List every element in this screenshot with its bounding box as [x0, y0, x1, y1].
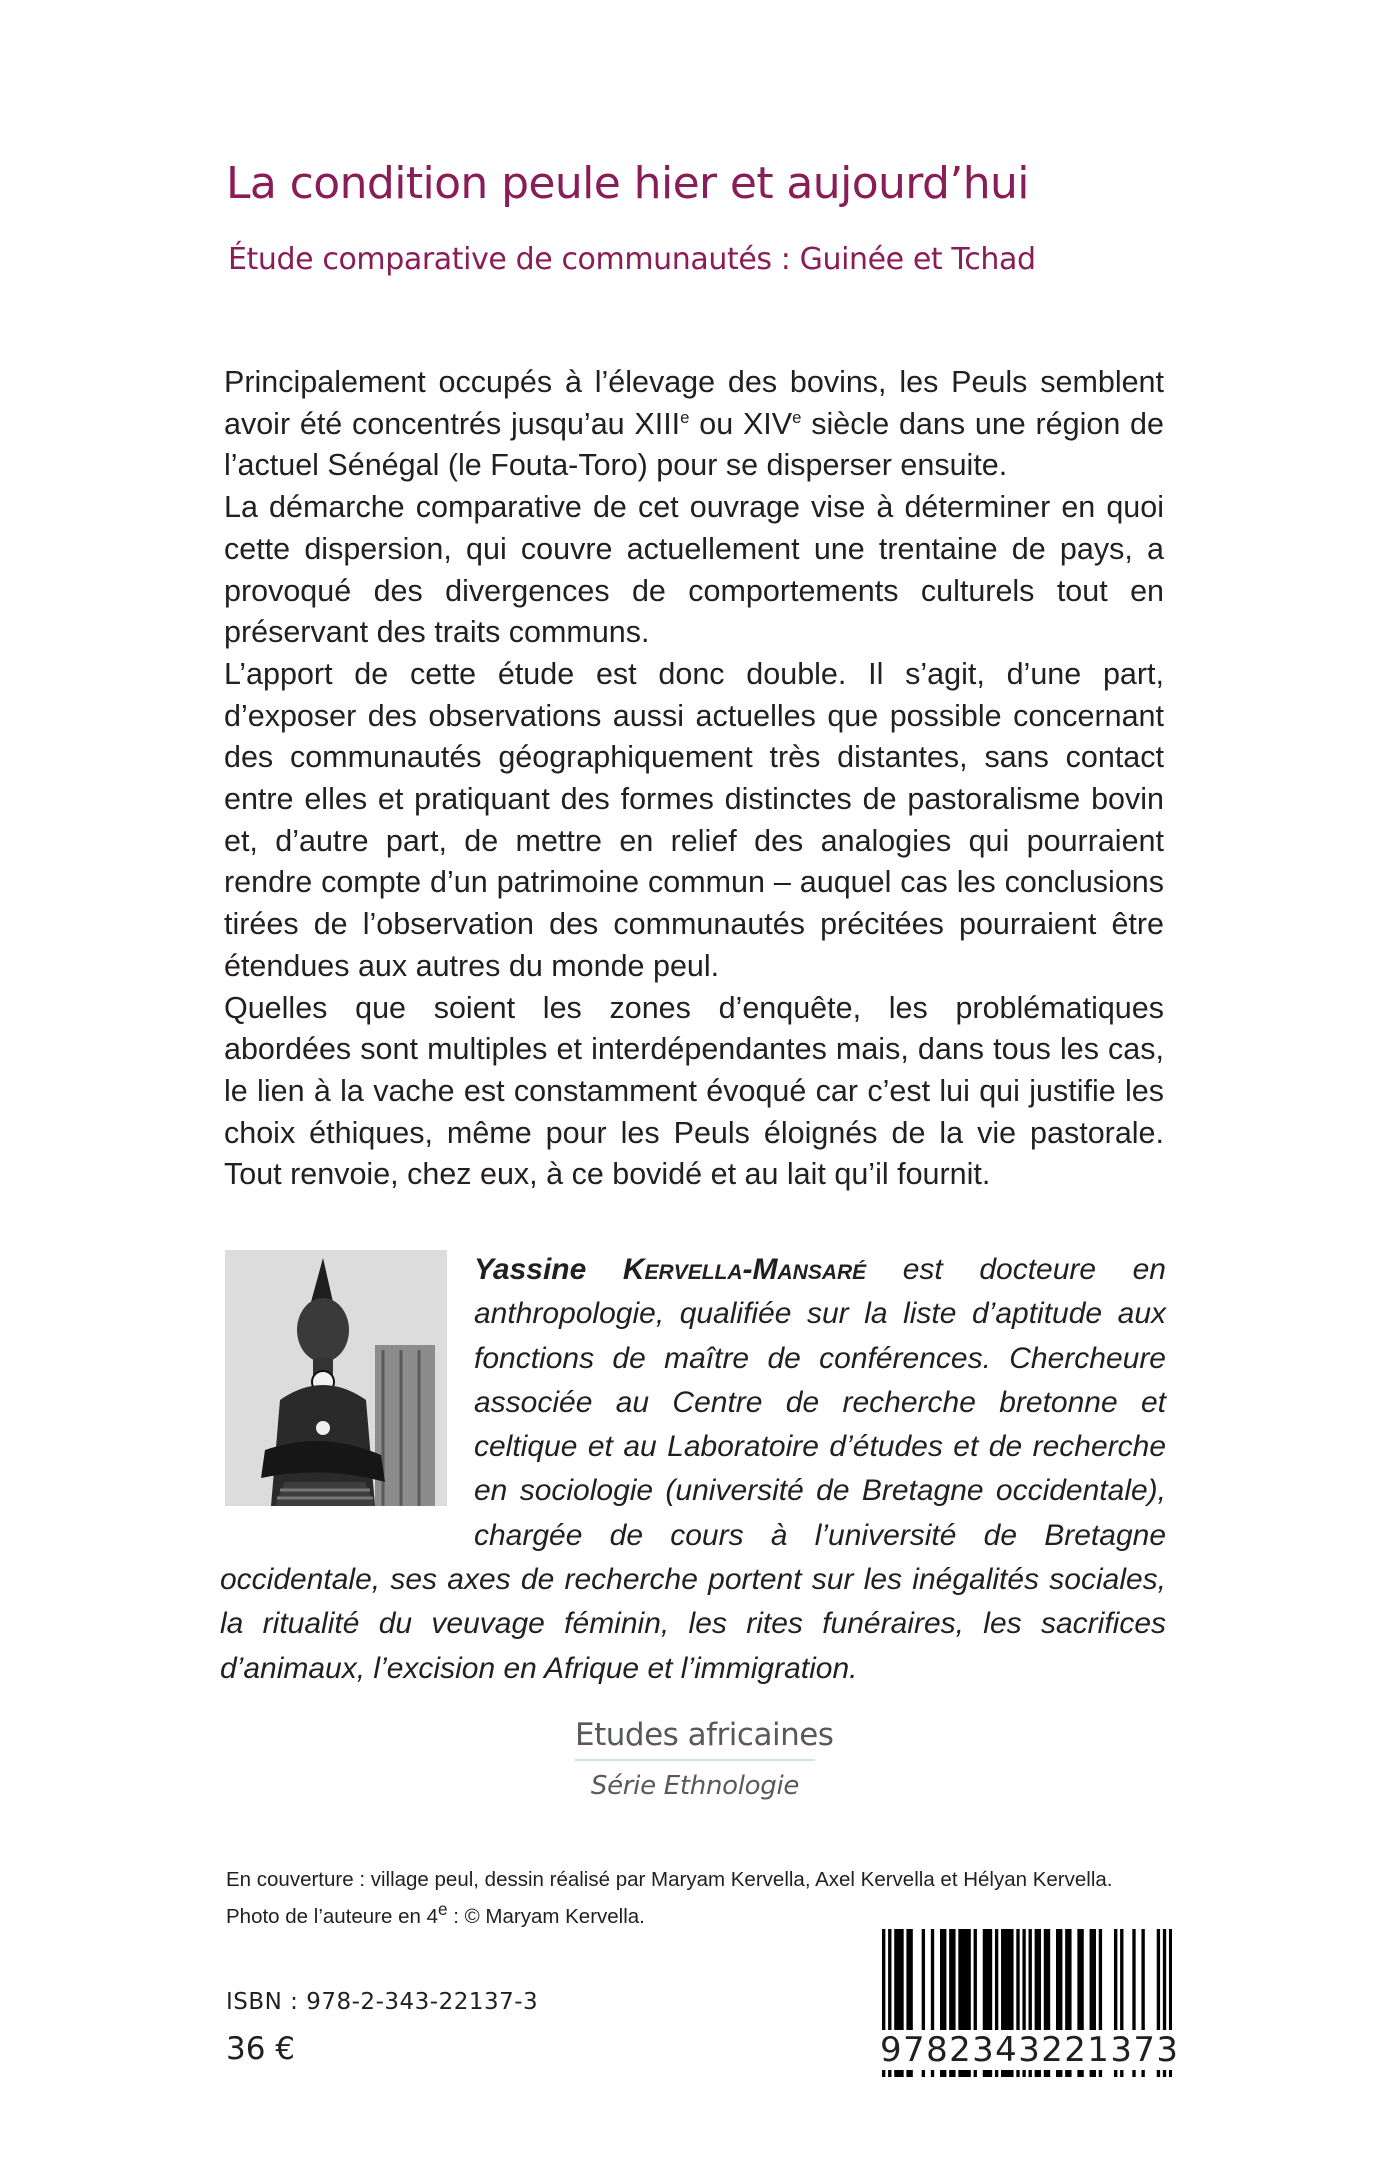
series-logo: [575, 1717, 834, 1801]
photo-credit: Photo de l’auteure en 4e : © Maryam Kervella.: [226, 1900, 645, 1928]
series-subtitle: Série Ethnologie: [590, 1771, 800, 1801]
credits: [226, 1865, 1112, 1932]
price: 36 €: [226, 2031, 296, 2067]
summary-paragraph-4: Quelles que soient les zones d’enquête, les problématiques abordées sont multiples et interdépendantes mais, dans tous les cas, le lien à la vache est constamment évoqué car c’est lui qui justifie les choix éthiques, même pour les Peuls éloignés de la vie pastorale. Tout renvoie, chez eux, à ce bovidé et au lait qu’il fournit.: [224, 990, 1164, 1192]
book-title: La condition peule hier et aujourd’hui: [226, 158, 1029, 209]
barcode-digits: 9782343221373: [880, 2030, 1180, 2070]
series-name: Etudes africaines: [575, 1717, 815, 1761]
cover-credit: En couverture : village peul, dessin réalisé par Maryam Kervella, Axel Kervella et Hélyan Kervella.: [226, 1868, 1113, 1891]
author-bio-text: est docteure en anthropologie, qualifiée sur la liste d’aptitude aux fonctions de maître de conférences. Chercheure associée au Centre de recherche bretonne et celtique et au Laboratoire d’études et de recherche en sociologie (université de Bretagne occidentale), chargée de cours à l’université de Bretagne occidentale, ses axes de recherche portent sur les inégalités sociales, la ritualité du veuvage féminin, les rites funéraires, les sacrifices d’animaux, l’excision en Afrique et l’immigration.: [220, 1253, 1166, 1685]
isbn: ISBN : 978-2-343-22137-3: [226, 1989, 539, 2015]
summary-paragraph-2: La démarche comparative de cet ouvrage vise à déterminer en quoi cette dispersion, qui couvre actuellement une trentaine de pays, a provoqué des divergences de comportements culturels tout en préservant des traits communs.: [224, 490, 1164, 650]
summary-text: [224, 362, 1164, 1196]
summary-paragraph-1: Principalement occupés à l’élevage des bovins, les Peuls semblent avoir été concentrés jusqu’au XIIIe ou XIVe siècle dans une région de l’actuel Sénégal (le Fouta-Toro) pour se disperser ensuite.: [224, 365, 1164, 483]
author-last-name: Kervella-Mansaré: [622, 1253, 867, 1286]
author-bio: [220, 1248, 1166, 1691]
author-first-name: Yassine: [474, 1253, 587, 1286]
book-subtitle: Étude comparative de communautés : Guinée et Tchad: [228, 242, 1036, 277]
summary-paragraph-3: L’apport de cette étude est donc double. Il s’agit, d’une part, d’exposer des observations aussi actuelles que possible concernant des communautés géographiquement très distantes, sans contact entre elles et pratiquant des formes distinctes de pastoralisme bovin et, d’autre part, de mettre en relief des analogies qui pourraient rendre compte d’un patrimoine commun – auquel cas les conclusions tirées de l’observation des communautés précitées pourraient être étendues aux autres du monde peul.: [224, 656, 1164, 983]
